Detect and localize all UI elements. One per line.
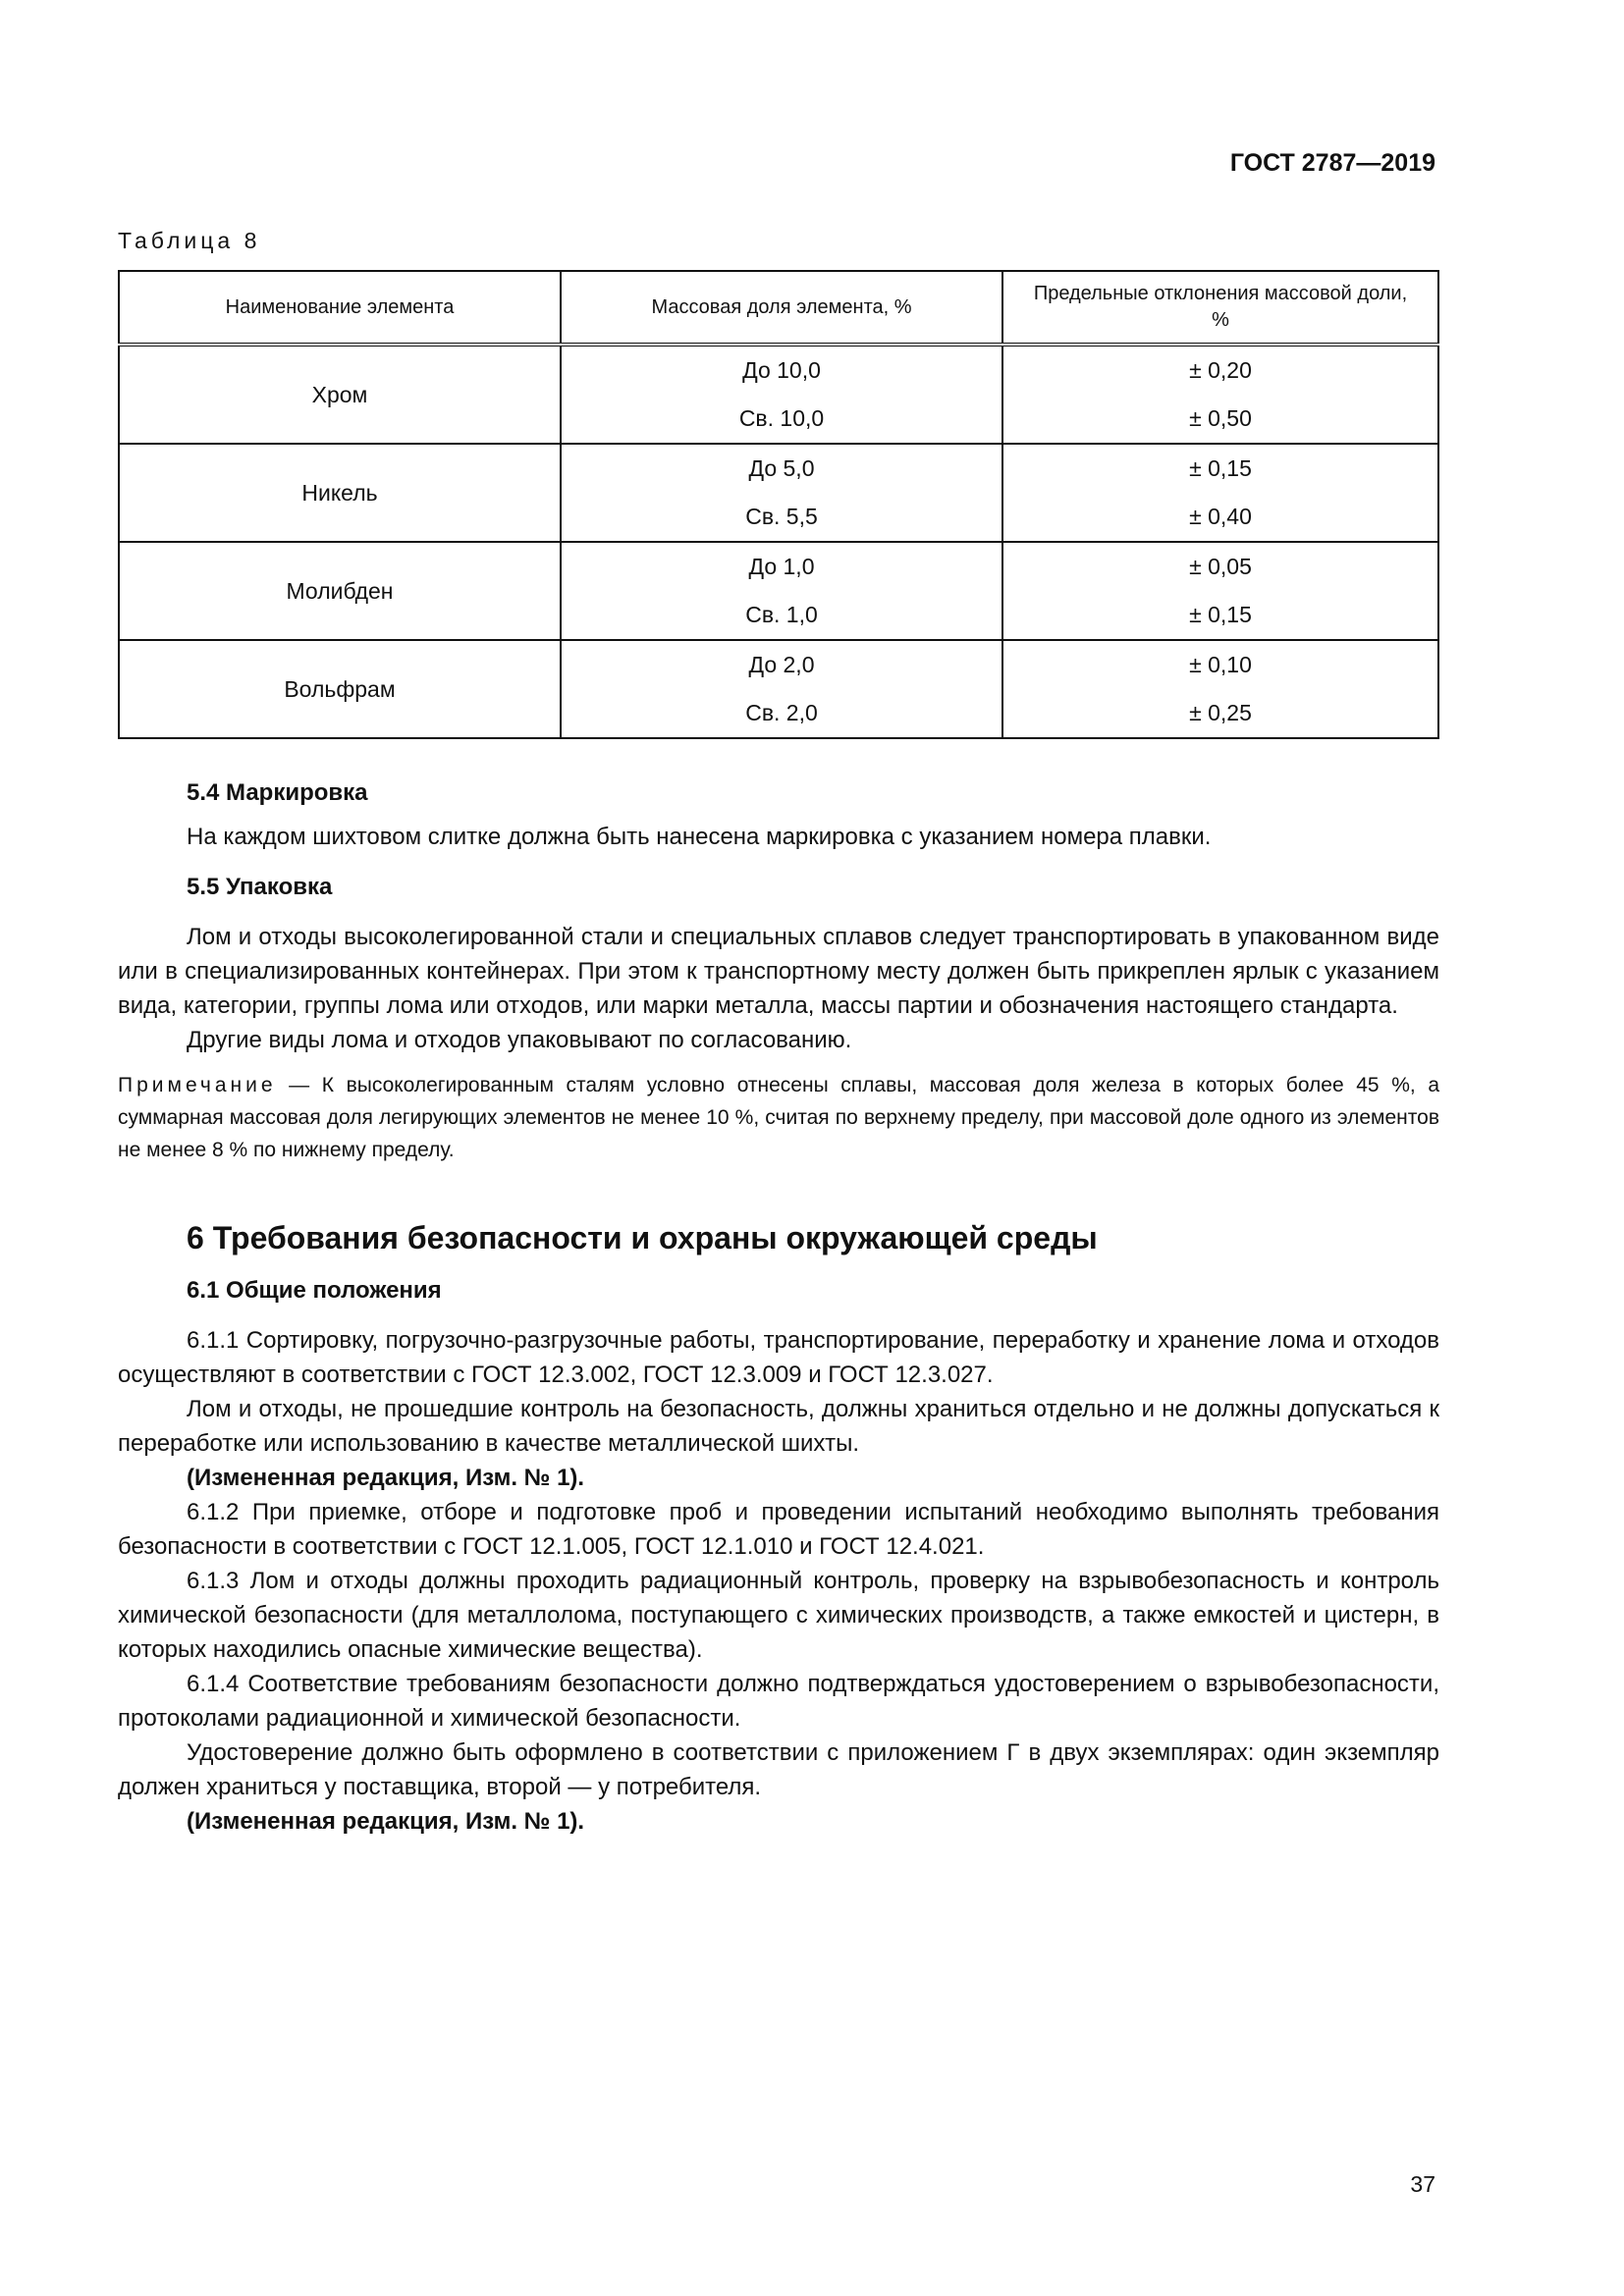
paragraph: Удостоверение должно быть оформлено в соответствии с приложением Г в двух экземплярах: один экземпляр должен храниться у поставщика, второй — у потребителя. [118, 1739, 1439, 1800]
element-name: Никель [119, 444, 561, 542]
deviation-cell: ± 0,20 [1002, 345, 1438, 395]
paragraph: 6.1.1 Сортировку, погрузочно-разгрузочные работы, транспортирование, переработку и хранение лома и отходов осуществляют в соответствии с ГОСТ 12.3.002, ГОСТ 12.3.009 и ГОСТ 12.3.027. [118, 1327, 1439, 1388]
table-row [119, 444, 1438, 493]
share-cell: До 10,0 [561, 345, 1002, 395]
deviation-cell: ± 0,05 [1002, 542, 1438, 591]
amendment-note: (Измененная редакция, Изм. № 1). [187, 1808, 585, 1835]
document-body [118, 775, 1439, 1839]
share-cell: До 5,0 [561, 444, 1002, 493]
amendment-note: (Измененная редакция, Изм. № 1). [187, 1465, 585, 1491]
section-heading-5-4: 5.4 Маркировка [187, 779, 368, 806]
share-cell: Св. 1,0 [561, 591, 1002, 640]
share-cell: Св. 2,0 [561, 689, 1002, 738]
section-heading-5-5: 5.5 Упаковка [187, 874, 333, 900]
column-header-deviation: Предельные отклонения массовой доли, % [1002, 271, 1438, 345]
deviation-cell: ± 0,40 [1002, 493, 1438, 542]
paragraph: 6.1.4 Соответствие требованиям безопасности должно подтверждаться удостоверением о взрывобезопасности, протоколами радиационной и химической безопасности. [118, 1671, 1439, 1732]
deviation-cell: ± 0,50 [1002, 395, 1438, 444]
deviation-cell: ± 0,10 [1002, 640, 1438, 689]
element-name: Хром [119, 345, 561, 444]
column-header-share: Массовая доля элемента, % [561, 271, 1002, 345]
paragraph: 6.1.3 Лом и отходы должны проходить радиационный контроль, проверку на взрывобезопасность и контроль химической безопасности (для металлолома, поступающего с химических производств, а также емкостей и цистерн, в которых находились опасные химические вещества). [118, 1568, 1439, 1663]
paragraph: 6.1.2 При приемке, отборе и подготовке проб и проведении испытаний необходимо выполнять требования безопасности в соответствии с ГОСТ 12.1.005, ГОСТ 12.1.010 и ГОСТ 12.4.021. [118, 1499, 1439, 1560]
note-label: Примечание [118, 1074, 277, 1096]
column-header-element: Наименование элемента [119, 271, 561, 345]
table-header-row [119, 271, 1438, 345]
share-cell: До 1,0 [561, 542, 1002, 591]
element-name: Вольфрам [119, 640, 561, 738]
note [118, 1069, 1439, 1166]
table-caption: Таблица 8 [118, 228, 261, 253]
note-text: — К высоколегированным сталям условно отнесены сплавы, массовая доля железа в которых более 45 %, а суммарная массовая доля легирующих элементов не менее 10 %, считая по верхнему пределу, при массовой доле одного из элементов не менее 8 % по нижнему пределу. [118, 1074, 1439, 1161]
deviation-cell: ± 0,25 [1002, 689, 1438, 738]
document-code: ГОСТ 2787—2019 [1229, 149, 1435, 177]
table-row [119, 640, 1438, 689]
table-8 [118, 270, 1439, 739]
section-heading-6-1: 6.1 Общие положения [187, 1277, 442, 1304]
deviation-cell: ± 0,15 [1002, 591, 1438, 640]
element-name: Молибден [119, 542, 561, 640]
paragraph: На каждом шихтовом слитке должна быть нанесена маркировка с указанием номера плавки. [187, 824, 1212, 850]
paragraph: Лом и отходы высоколегированной стали и специальных сплавов следует транспортировать в упакованном виде или в специализированных контейнерах. При этом к транспортному месту должен быть прикреплен ярлык с указанием вида, категории, группы лома или отходов, или марки металла, массы партии и обозначения настоящего стандарта. [118, 924, 1439, 1019]
share-cell: Св. 10,0 [561, 395, 1002, 444]
table-row [119, 542, 1438, 591]
deviation-cell: ± 0,15 [1002, 444, 1438, 493]
table-row [119, 345, 1438, 395]
section-heading-6: 6 Требования безопасности и охраны окружающей среды [187, 1220, 1098, 1255]
paragraph: Другие виды лома и отходов упаковывают по согласованию. [187, 1027, 852, 1053]
share-cell: Св. 5,5 [561, 493, 1002, 542]
share-cell: До 2,0 [561, 640, 1002, 689]
page-number: 37 [1410, 2171, 1435, 2197]
paragraph: Лом и отходы, не прошедшие контроль на безопасность, должны храниться отдельно и не должны допускаться к переработке или использованию в качестве металлической шихты. [118, 1396, 1439, 1457]
